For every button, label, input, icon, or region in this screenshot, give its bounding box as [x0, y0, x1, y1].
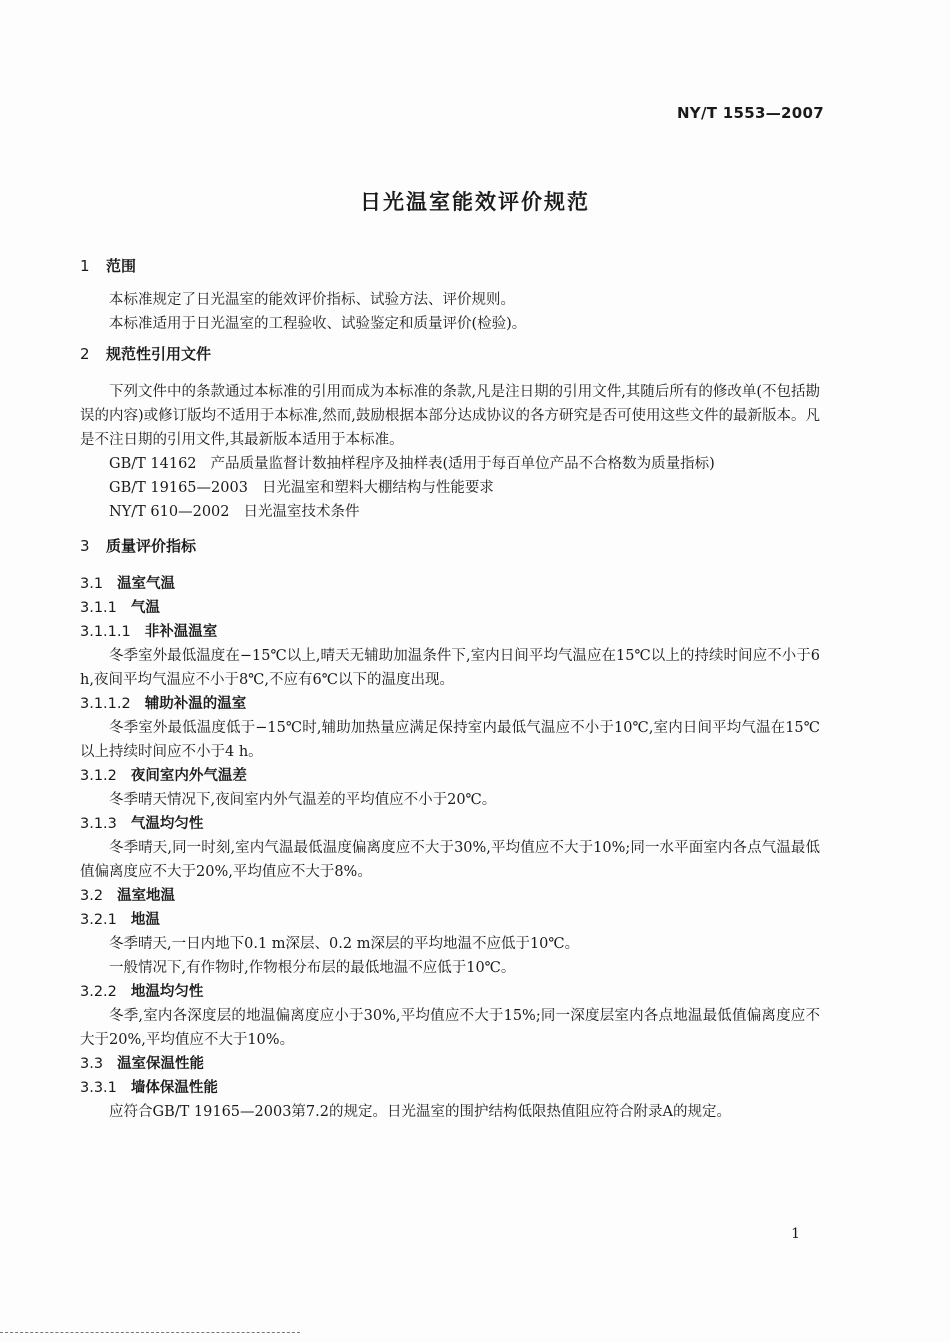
- reference-item: [80, 452, 820, 476]
- paragraph: 冬季晴天,同一时刻,室内气温最低温度偏离度应不大于30%,平均值应不大于10%;同一水平面室内各点气温最低值偏离度应不大于20%,平均值应不大于8%。: [80, 840, 820, 880]
- reference-name: 产品质量监督计数抽样程序及抽样表(适用于每百单位产品不合格数为质量指标): [210, 456, 715, 472]
- subsection-heading: 3.1.1.2 辅助补温的温室: [80, 696, 247, 712]
- divider: [0, 1332, 300, 1333]
- section-number: 3: [80, 537, 90, 555]
- subsection-heading: 3.1.2 夜间室内外气温差: [80, 768, 247, 784]
- reference-code: GB/T 19165—2003: [109, 480, 248, 496]
- paragraph: 冬季晴天,一日内地下0.1 m深层、0.2 m深层的平均地温不应低于10℃。: [109, 936, 580, 952]
- subsection-heading: 3.2.1 地温: [80, 912, 160, 928]
- standard-code: NY/T 1553—2007: [676, 104, 824, 122]
- paragraph: 一般情况下,有作物时,作物根分布层的最低地温不应低于10℃。: [109, 960, 516, 976]
- section-heading-3: [80, 534, 820, 558]
- paragraph: 应符合GB/T 19165—2003第7.2的规定。日光温室的围护结构低限热值阻应符合附录A的规定。: [109, 1104, 731, 1120]
- section-number: 2: [80, 345, 90, 363]
- section-title: 规范性引用文件: [106, 345, 212, 363]
- paragraph: 冬季室外最低温度在−15℃以上,晴天无辅助加温条件下,室内日间平均气温应在15℃以上的持续时间应不小于6 h,夜间平均气温应不小于8℃,不应有6℃以下的温度出现。: [80, 648, 820, 688]
- subsection-heading: 3.3.1 墙体保温性能: [80, 1080, 218, 1096]
- subsection-heading: 3.1.3 气温均匀性: [80, 816, 204, 832]
- reference-item: [80, 476, 820, 500]
- subsection-heading: 3.2 温室地温: [80, 888, 176, 904]
- section-heading-2: [80, 342, 820, 366]
- subsection-heading: 3.3 温室保温性能: [80, 1056, 205, 1072]
- subsection-heading: 3.1 温室气温: [80, 576, 176, 592]
- reference-item: [80, 500, 820, 524]
- paragraph: 冬季晴天情况下,夜间室内外气温差的平均值应不小于20℃。: [109, 792, 497, 808]
- section-heading-1: [80, 254, 820, 278]
- document-title: 日光温室能效评价规范: [360, 190, 590, 214]
- subsection-heading: 3.1.1 气温: [80, 600, 160, 616]
- reference-name: 日光温室和塑料大棚结构与性能要求: [261, 480, 494, 496]
- reference-name: 日光温室技术条件: [243, 504, 360, 520]
- paragraph: 冬季室外最低温度低于−15℃时,辅助加热量应满足保持室内最低气温应不小于10℃,室内日间平均气温在15℃以上持续时间应不小于4 h。: [80, 720, 820, 760]
- subsection-heading: 3.1.1.1 非补温温室: [80, 624, 218, 640]
- section-number: 1: [80, 257, 90, 275]
- paragraph: 本标准适用于日光温室的工程验收、试验鉴定和质量评价(检验)。: [109, 316, 527, 332]
- section-title: 质量评价指标: [106, 537, 197, 555]
- paragraph: 本标准规定了日光温室的能效评价指标、试验方法、评价规则。: [109, 292, 515, 308]
- page-number: 1: [791, 1226, 800, 1242]
- reference-code: NY/T 610—2002: [109, 504, 230, 520]
- reference-code: GB/T 14162: [109, 456, 197, 472]
- subsection-heading: 3.2.2 地温均匀性: [80, 984, 204, 1000]
- document-body: [80, 254, 820, 1124]
- section-title: 范围: [106, 257, 137, 275]
- paragraph: 下列文件中的条款通过本标准的引用而成为本标准的条款,凡是注日期的引用文件,其随后所有的修改单(不包括勘误的内容)或修订版均不适用于本标准,然而,鼓励根据本部分达成协议的各方研究是否可使用这些文件的最新版本。凡是不注日期的引用文件,其最新版本适用于本标准。: [80, 384, 820, 448]
- paragraph: 冬季,室内各深度层的地温偏离度应小于30%,平均值应不大于15%;同一深度层室内各点地温最低值偏离度应不大于20%,平均值应不大于10%。: [80, 1008, 820, 1048]
